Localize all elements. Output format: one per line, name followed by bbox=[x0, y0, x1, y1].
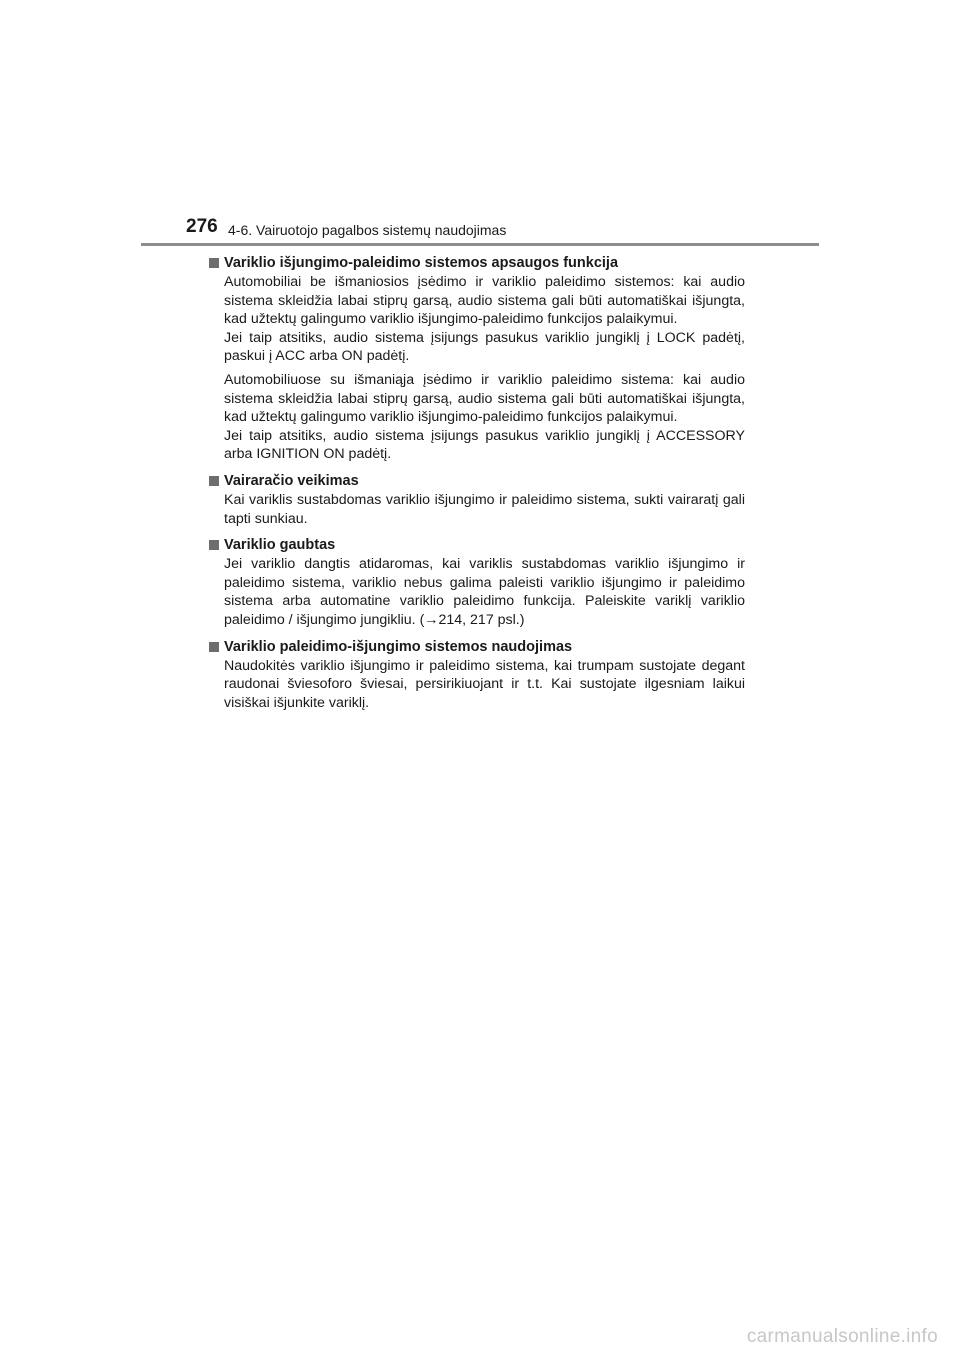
square-bullet-icon bbox=[209, 540, 219, 550]
section-system-usage bbox=[209, 638, 745, 713]
section-heading: Variklio gaubtas bbox=[209, 536, 745, 555]
section-heading: Variklio paleidimo-išjungimo sistemos naudojimas bbox=[209, 638, 745, 657]
paragraph: Kai variklis sustabdomas variklio išjungimo ir paleidimo sistema, sukti vairaratį gali tapti sunkiau. bbox=[224, 491, 745, 527]
square-bullet-icon bbox=[209, 476, 219, 486]
section-title: 4-6. Vairuotojo pagalbos sistemų naudojimas bbox=[228, 222, 507, 238]
paragraph: Naudokitės variklio išjungimo ir paleidimo sistema, kai trumpam sustojate degant raudonai šviesoforo šviesai, persirikiuojant ir t.t. Kai sustojate ilgesniam laikui visiškai išjunkite variklį. bbox=[224, 657, 745, 711]
document-body bbox=[209, 254, 745, 720]
section-hood bbox=[209, 536, 745, 629]
paragraph: Automobiliai be išmaniosios įsėdimo ir variklio paleidimo sistemos: kai audio sistema skleidžia labai stiprų garsą, audio sistema gali būti automatiškai išjungta, kad užtektų galingumo variklio išjungimo-paleidimo funkcijos palaikymui. Jei taip atsitiks, audio sistema įsijungs pasukus variklio jungiklį į LOCK padėtį, paskui į ACC arba ON padėtį. bbox=[224, 274, 745, 365]
square-bullet-icon bbox=[209, 258, 219, 268]
section-heading: Vairaračio veikimas bbox=[209, 472, 745, 491]
section-heading: Variklio išjungimo-paleidimo sistemos apsaugos funkcija bbox=[209, 254, 745, 273]
header-rule bbox=[141, 243, 819, 246]
section-engine-protection bbox=[209, 254, 745, 464]
section-steering bbox=[209, 472, 745, 528]
paragraph: Automobiliuose su išmaniąja įsėdimo ir variklio paleidimo sistema: kai audio sistema skleidžia labai stiprų garsą, audio sistema gali būti automatiškai išjungta, kad užtektų galingumo variklio išjungimo-paleidimo funkcijos palaikymui. Jei taip atsitiks, audio sistema įsijungs pasukus variklio jungiklį į ACCESSORY arba IGNITION ON padėtį. bbox=[224, 371, 745, 463]
watermark: carmanualsonline.info bbox=[746, 1326, 938, 1347]
paragraph: Jei variklio dangtis atidaromas, kai variklis sustabdomas variklio išjungimo ir paleidimo sistema, variklio nebus galima paleisti variklio išjungimo ir paleidimo sistema arba automatine variklio paleidimo funkcija. Paleiskite variklį variklio paleidimo / išjungimo jungikliu. (→214, 217 psl.) bbox=[224, 556, 745, 628]
page-number: 276 bbox=[186, 216, 218, 237]
square-bullet-icon bbox=[209, 642, 219, 652]
